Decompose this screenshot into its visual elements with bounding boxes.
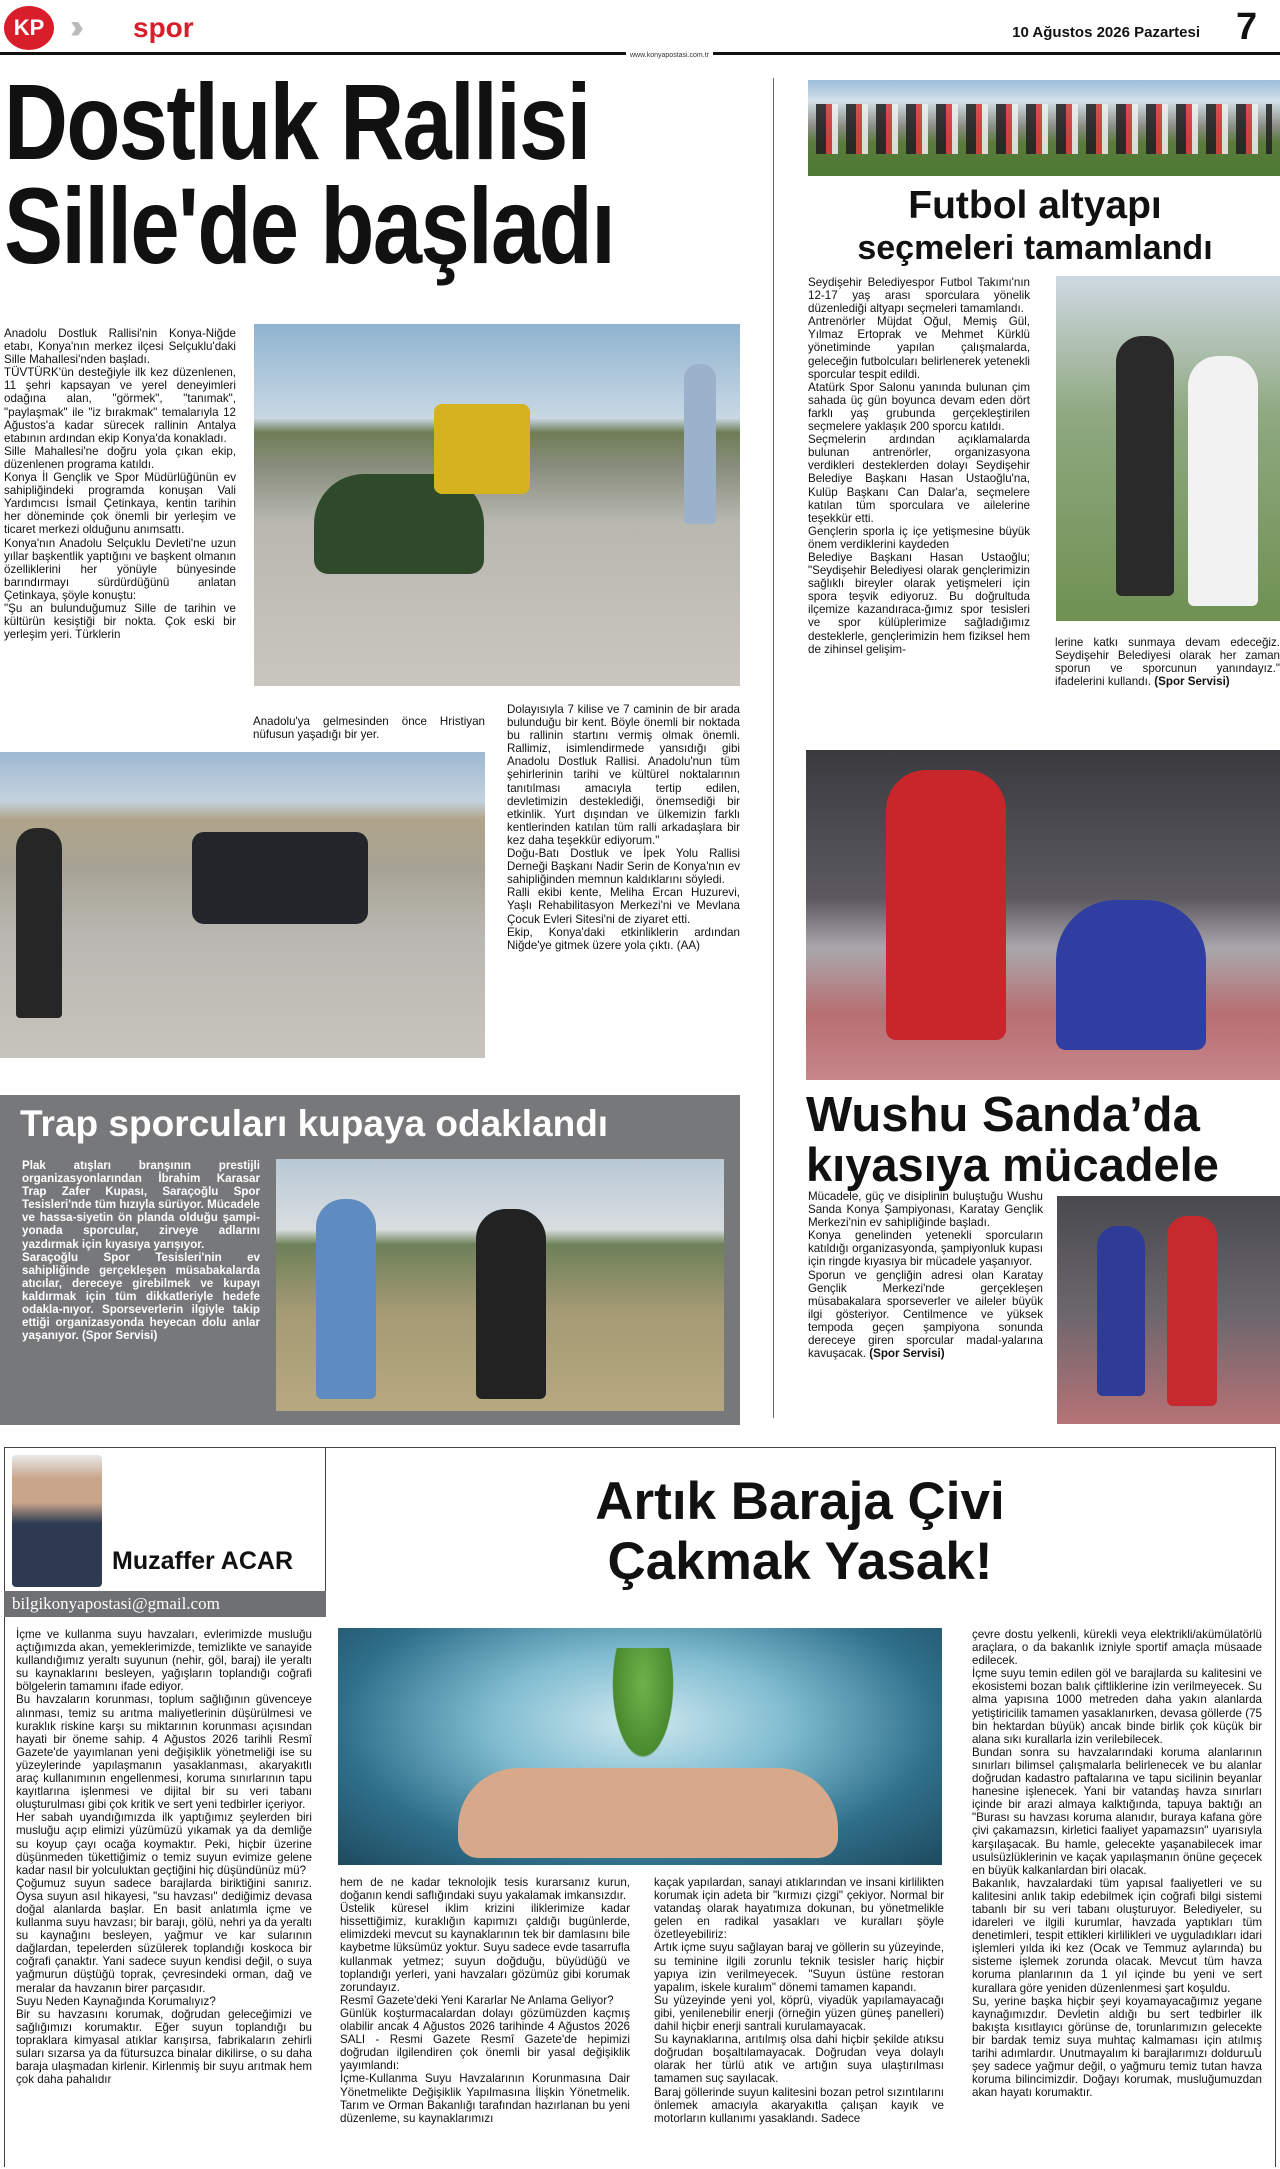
author-box bbox=[4, 1447, 326, 1617]
player-left bbox=[1116, 336, 1174, 596]
trap-box bbox=[0, 1095, 740, 1425]
wushu-credit: (Spor Servisi) bbox=[869, 1347, 945, 1361]
team-row bbox=[816, 104, 1272, 154]
wushu-text bbox=[808, 1190, 1043, 1360]
rally-photo-cars bbox=[254, 324, 740, 686]
wushu-title-line1: Wushu Sanda’da bbox=[806, 1088, 1200, 1142]
author-email: bilgikonyapostasi@gmail.com bbox=[4, 1591, 326, 1617]
column-title-line2: Çakmak Yasak! bbox=[607, 1532, 993, 1591]
trap-photo bbox=[276, 1159, 724, 1411]
trap-title: Trap sporcuları kupaya odaklandı bbox=[20, 1103, 609, 1144]
football-credit: (Spor Servisi) bbox=[1154, 675, 1230, 689]
rally-car-yellow bbox=[434, 404, 530, 494]
column-title bbox=[400, 1472, 1200, 1592]
hand-shape bbox=[458, 1768, 838, 1858]
rally-official bbox=[684, 364, 716, 524]
wushu-photo-small bbox=[1057, 1196, 1280, 1424]
header-date: 10 Ağustos 2026 Pazartesi bbox=[1012, 24, 1200, 41]
column-title-line1: Artık Baraja Çivi bbox=[595, 1472, 1005, 1531]
player-right bbox=[1188, 356, 1258, 606]
section-name: spor bbox=[133, 12, 194, 43]
column-text-col3: kaçak yapılardan, sanayi atıklarından ve insani kirlilikten korumak için adeta bir "kırmızı çizgi" çekiyor. Normal bir vatandaş olarak hayatımıza dokunan, bu yönetmelikle gelen en radikal yasakları ve kuralları şöyle özetleyebiliriz: Artık içme suyu sağlayan baraj ve göllerin su yüzeyinde, su temininе ilgili zorunlu teknik tesisler hariç hiçbir yapıya izin verilmeyecek. "Suyun üstüne restoran yapalım, iskele kuralım" dönemi tamamen kapandı. Su yüzeyinde yeni yol, köprü, viyadük yapılamayacağı gibi, yenilenebilir enerji (örneğin yüzen güneş panelleri) dahil hiçbir enerji santrali kurulamayacak. Su kaynaklarına, arıtılmış olsa dahi hiçbir şekilde atıksu doğrudan boşaltılamayacak. Doğrudan veya dolaylı olarak her türlü atık ve artığın suya ulaştırılması tamamen suç sayılacak. Baraj göllerinde suyun kalitesini bozan petrol sızıntılarını önlemek amacıyla akaryakıtla çalışan kayık ve motorların kullanımı yasaklandı. Sadece bbox=[654, 1876, 944, 2125]
column-text-col4: çevre dostu yelkenli, kürekli veya elektrikli/akümülatörlü araçlara, o da bakanlık izniyle sportif amaçla müsaade edilecek. İçme suyu temin edilen göl ve barajlarda su kalitesini ve ekosistemi bozan balık çiftliklerine izin verilmeyecek. Su alma yapısına 1000 metreden daha yakın alanlarda yetiştiricilik tamamen yasaklanırken, devasa göllerde (75 bin hektardan büyük) ancak binde birlik çok küçük bir alana sıkı kurallarla izin verilebilecek. Bundan sonra su havzalarındaki koruma alanlarının sınırları bilimsel çalışmalarla belirlenecek ve bu alanlar doğrudan kadastro paftalarına ve tapu sicilinin beyanlar hanesine işlenecek. Yani bir vatandaş havza sınırları içinde bir arazi almaya kalktığında, tapuya baktığı an "Burası su havzası koruma alanıdır, buraya kafana göre çivi çakamazsın, kirletici faaliyet yapamazsın" uyarısıyla karşılaşacak. Bu hamle, gelecekte yaşanabilecek imar usulsüzlüklerinin ve kaçak yapılaşmanın önüne geçecek en büyük kalkanlardan biri olacak. Bakanlık, havzalardaki tüm yapısal faaliyetleri ve su kalitesini anlık takip edebilmek için coğrafi bilgi sistemi tabanlı bir su veri tabanı oluşturuyor. Belediyeler, su idareleri ve ilgili kurumlar, havzada yaptıkları tüm denetimleri, tespit ettikleri kirlilikleri ve uyguladıkları idari işlemleri yılda iki kez (Ocak ve Temmuz aylarında) bu sisteme işlemek zorunda olacak. Mevcut tüm havza koruma planlarının da 1 yıl içinde bu yeni ve sert kurallara göre yeniden düzenlenmesi şart koşuldu. Su, yerine başka hiçbir şeyi koyamayacağımız yegane kaynağımızdır. Devletin aldığı bu sert tedbirler ilk bakışta kısıtlayıcı görünse de, torunlarımızın gelecekte bir bardak temiz suya muhtaç kalmaması için atılmış tarihi adımlardır. Unutmayalım ki barajlarımızı doldurան şey sadece yağmur değil, o yağmuru temiz tutan havza koruma bilincimizdir. Doğayı korumak, musluğumuzdan akan hayatı korumaktır. bbox=[972, 1628, 1262, 2100]
column-text-col1: İçme ve kullanma suyu havzaları, evlerimizde musluğu açtığımızda akan, yemeklerimizde, temizlikte ve sanayide kullandığımız yeraltı suyunun (nehir, göl, baraj) ile yeraltı su kaynaklarını besleyen, yağışların toplandığı coğrafi bölgelerin tamamını ifade ediyor. Bu havzaların korunması, toplum sağlığının güvenceye alınması, temiz su arıtma maliyetlerinin düşürülmesi ve kuraklık riskine karşı su miktarının korunması açısından hayati bir öneme sahip. 4 Ağustos 2026 tarihli Resmî Gazete'de yayımlanan yeni değişiklik yönetmeliği ise su yüzeylerinde yapılaşmanın yasaklanması, akaryakıtlı araç kullanımının engellenmesi, koruma sınırlarının tapu kayıtlarına işlenmesi ve dijital bir su veri tabanı oluşturulması gibi çok kritik ve sert yeni tedbirler içeriyor. Her sabah uyandığımızda ilk yaptığımız şeylerden biri musluğu açıp elimizi yüzümüzü yıkamak ya da demliğe su koyup çayı ocağa koymaktır. Peki, hiçbir üzerine düşünmeden tükettiğimiz o temiz suyun evimize gelene kadar nasıl bir yolculuktan geçtiğini hiç düşündünüz mü? Çoğumuz suyun sadece barajlarda biriktiğini sanırız. Oysa suyun asıl hikayesi, "su havzası" dediğimiz devasa doğal alanlarda başlar. En basit anlatımla içme ve kullanma suyu havzası; bir barajı, gölü, nehri ya da yeraltı su kaynağını besleyen, yağmur ve kar sularının dağlardan, tepelerden süzülerek toplandığı koskoca bir coğrafi çanaktır. Yani sadece suyun kendisi değil, o suya yağmurun düştüğü toprak, çevresindeki orman, dağ ve meralar da havzanın birer parçasıdır. Suyu Neden Kaynağında Korumalıyız? Bir su havzasını korumak, doğrudan geleceğimizi ve sağlığımızı korumaktır. Eğer suyun toplandığı bu topraklara kimyasal atıklar karışırsa, fabrikaların zehirli suları sızarsa ya da fütursuzca binalar dikilirse, o su daha baraja ulaşmadan kirlenir. Kirlenmiş bir suyu arıtmak hem çok daha pahalıdır bbox=[16, 1628, 312, 2087]
page-header bbox=[0, 0, 1280, 59]
football-players-photo bbox=[1056, 276, 1280, 621]
site-url: www.konyapostasi.com.tr bbox=[626, 52, 713, 62]
rally-car-jeep bbox=[192, 832, 368, 924]
trap-text: Plak atışları branşının prestijli organizasyonlarından İbrahim Karasar Trap Zafer Kupası, Saraçoğlu Spor Tesisleri'nde tüm hızıyla sürüyor. Mücadele ve hassa-siyetin ön planda olduğu şampi-yonada sporcular, zirveye adlarını yazdırmak için kıyasıya yarışıyor. Saraçoğlu Spor Tesisleri'nin ev sahipliğinde gerçekleşen müsabakalarda atıcılar, dereceye girebilmek ve kupayı kaldırmak için tüm dikkatleriyle hedefe odakla-nıyor. Sporseverlerin ilgiyle takip ettiği organizasyonda heyecan dolu anlar yaşanıyor. (Spor Servisi) bbox=[22, 1159, 260, 1343]
chevron-arrows-icon: ››› bbox=[70, 8, 74, 46]
column-text-col2: hem de ne kadar teknolojik tesis kurarsanız kurun, doğanın kendi saflığındaki suyu yakalamak imkansızdır. Üstelik küresel iklim krizini iliklerimize kadar hissettiğimiz, kuraklığın kapımızı çaldığı bugünlerde, elimizdeki mevcut su kaynaklarının tek bir damlasını bile kaybetme lüksümüz yoktur. Suyu sadece evde tasarrufla kullanmak yetmez; suyun doğduğu, büyüdüğü ve toplandığı yerleri, yani havzaları gözümüz gibi korumak zorundayız. Resmî Gazete'deki Yeni Kararlar Ne Anlama Geliyor? Günlük koşturmacalardan dolayı gözümüzden kaçmış olabilir ancak 4 Ağustos 2026 tarihinde 4 Ağustos 2026 SALI - Resmi Gazete Resmî Gazete'de hepimizi doğrudan ilgilendiren çok önemli bir yasal değişiklik yayımlandı: İçme-Kullanma Suyu Havzalarının Korunmasına Dair Yönetmelikte Değişiklik Yapılmasına İlişkin Yönetmelik. Tarım ve Orman Bakanlığı tarafından hazırlanan bu yeni düzenleme, su kaynaklarımızı bbox=[340, 1876, 630, 2125]
rally-title-line1: Dostluk Rallisi bbox=[4, 61, 590, 182]
column-divider bbox=[773, 78, 774, 1418]
author-name: Muzaffer ACAR bbox=[112, 1547, 294, 1575]
football-text-col1: Seydişehir Belediyespor Futbol Takımı'nın 12-17 yaş arası sporculara yönelik düzenlediği altyapı seçmeleri tamamlandı. Antrenörler Müjdat Oğul, Memiş Gül, Yılmaz Ertoprak ve Mehmet Kürklü yönetiminde yapılan çalışmalarda, geleceğin futbolcuları belirlenerek yetenekli sporcular tespit edildi. Atatürk Spor Salonu yanında bulunan çim sahada üç gün boyunca devam eden dört farklı yaş grubunda gerçekleştirilen seçmelere yaklaşık 200 sporcu katıldı. Seçmelerin ardından açıklamalarda bulunan antrenörler, organizasyona verdikleri desteklerden dolayı Seydişehir Belediye Başkanı Hasan Ustaoğlu'na, Kulüp Başkanı Can Dalar'a, seçmelere katılan tüm sporculara ve ailelerine teşekkür etti. Gençlerin sporla iç içe yetişmesine büyük önem verdiklerini kaydeden Belediye Başkanı Hasan Ustaoğlu; "Seydişehir Belediyesi olarak gençlerimizin sağlıklı bireyler olarak yetişmeleri için spora teşvik ediyoruz. Bu doğrultuda ilçemize kazandıraca-ğımız spor tesisleri ve spor külüplerimize sağladığımız desteklerle, gençlerimizin hem fiziksel hem de zihinsel gelişim- bbox=[808, 276, 1030, 656]
logo-text: KP bbox=[13, 15, 45, 40]
wushu-text-body: Mücadele, güç ve disiplinin buluştuğu Wushu Sanda Konya Şampiyonası, Karatay Gençlik Merkezi'nin ev sahipliğinde başladı. Konya genelinden yetenekli sporcuların katıldığı organizasyonda, şampiyonluk kupası için ringde kıyasıya bir mücadele yaşanıyor. Sporun ve gençliğin adresi olan Karatay Gençlik Merkezi'nde gerçekleşen müsabakalara sporseverler ve aileler büyük ilgi gösteriyor. Centilmence ve yüksek tempoda geçen şampiyona sonunda dereceye giren sporcular madal-yalarına kavuşacak. bbox=[808, 1190, 1043, 1361]
wushu-title-line2: kıyasıya mücadele bbox=[806, 1138, 1219, 1191]
rally-title-line2: Sille'de başladı bbox=[4, 165, 615, 286]
fighter-blue-small bbox=[1097, 1226, 1145, 1396]
football-title bbox=[790, 184, 1280, 268]
wushu-title bbox=[806, 1090, 1280, 1190]
football-title-line2: seçmeleri tamamlandı bbox=[857, 229, 1213, 267]
flag-holder bbox=[16, 828, 62, 1018]
wushu-photo-large bbox=[806, 750, 1280, 1080]
rally-photo-start bbox=[0, 752, 485, 1058]
page-number: 7 bbox=[1236, 6, 1258, 48]
fighter-red-small bbox=[1167, 1216, 1217, 1406]
rally-title bbox=[4, 61, 764, 286]
football-title-line1: Futbol altyapı bbox=[908, 184, 1162, 227]
plant-sprout bbox=[608, 1648, 678, 1768]
author-photo bbox=[12, 1455, 102, 1587]
football-team-photo bbox=[808, 80, 1280, 176]
column-photo bbox=[338, 1628, 942, 1865]
rally-text-col1: Anadolu Dostluk Rallisi'nin Konya-Niğde etabı, Konya'nın merkez ilçesi Selçuklu'daki Sille Mahallesi'nden başladı. TÜVTÜRK'ün desteğiyle ilk kez düzenlenen, 11 şehri kapsayan ve yerel deneyimleri odağına alan, "görmek", "tanımak", "paylaşmak" ile "iz bırakmak" temalarıyla 12 Ağustos'a kadar sürecek rallinin Antalya etabının ardından ekip Konya'da konakladı. Sille Mahallesi'ne doğru yola çıkan ekip, düzenlenen programa katıldı. Konya İl Gençlik ve Spor Müdürlüğünün ev sahipliğindeki programda konuşan Vali Yardımcısı İsmail Çetinkaya, kentin tarihin her döneminde çok önemli bir yerleşim ve ticaret merkezi olduğunu anımsattı. Konya'nın Anadolu Selçuklu Devleti'ne uzun yıllar başkentlik yaptığını ve başkent olmanın özelliklerini her yönüyle bünyesinde barındırmayı sürdürdüğünü anlatan Çetinkaya, şöyle konuştu: "Şu an bulunduğumuz Sille de tarihin ve kültürün kesiştiği bir nokta. Çok eski bir yerleşim yeri. Türklerin bbox=[4, 327, 236, 642]
trap-shooter bbox=[476, 1209, 546, 1399]
fighter-red bbox=[886, 770, 1006, 1040]
trap-official bbox=[316, 1199, 376, 1399]
football-text-col2-body: lerine katkı sunmaya devam edeceğiz. Seydişehir Belediyesi olarak her zaman sporun ve sporcunun yanındayız." ifadelerini kullandı. bbox=[1055, 636, 1280, 689]
rally-text-col2: Anadolu'ya gelmesinden önce Hristiyan nüfusun yaşadığı bir yer. bbox=[253, 715, 485, 742]
fighter-blue bbox=[1056, 900, 1206, 1050]
football-text-col2 bbox=[1055, 636, 1280, 688]
rally-text-col3: Dolayısıyla 7 kilise ve 7 caminin de bir arada bulunduğu bir kent. Böyle önemli bir noktada bu rallinin startını vermiş olmak önemli. Rallimiz, isimlendirmede yansıdığı gibi Anadolu Dostluk Rallisi. Anadolu'nun tüm şehirlerinin tarihi ve kültürel noktalarının tanıtılması amacıyla tertip edilen, devletimizin desteklediği, önemsediği bir etkinlik. Yurt dışından ve ülkemizin farklı kentlerinden katılan tüm ralli arkadaşlara bir kez daha teşekkür ediyorum." Doğu-Batı Dostluk ve İpek Yolu Rallisi Derneği Başkanı Nadir Serin de Konya'nın ev sahipliğinden memnun kaldıklarını söyledi. Ralli ekibi kente, Meliha Ercan Huzurevi, Yaşlı Rehabilitasyon Merkezi'ni ve Mevlana Çocuk Evleri Sitesi'ni de ziyaret etti. Ekip, Konya'daki etkinliklerin ardından Niğde'ye gitmek üzere yola çıktı. (AA) bbox=[507, 703, 740, 952]
